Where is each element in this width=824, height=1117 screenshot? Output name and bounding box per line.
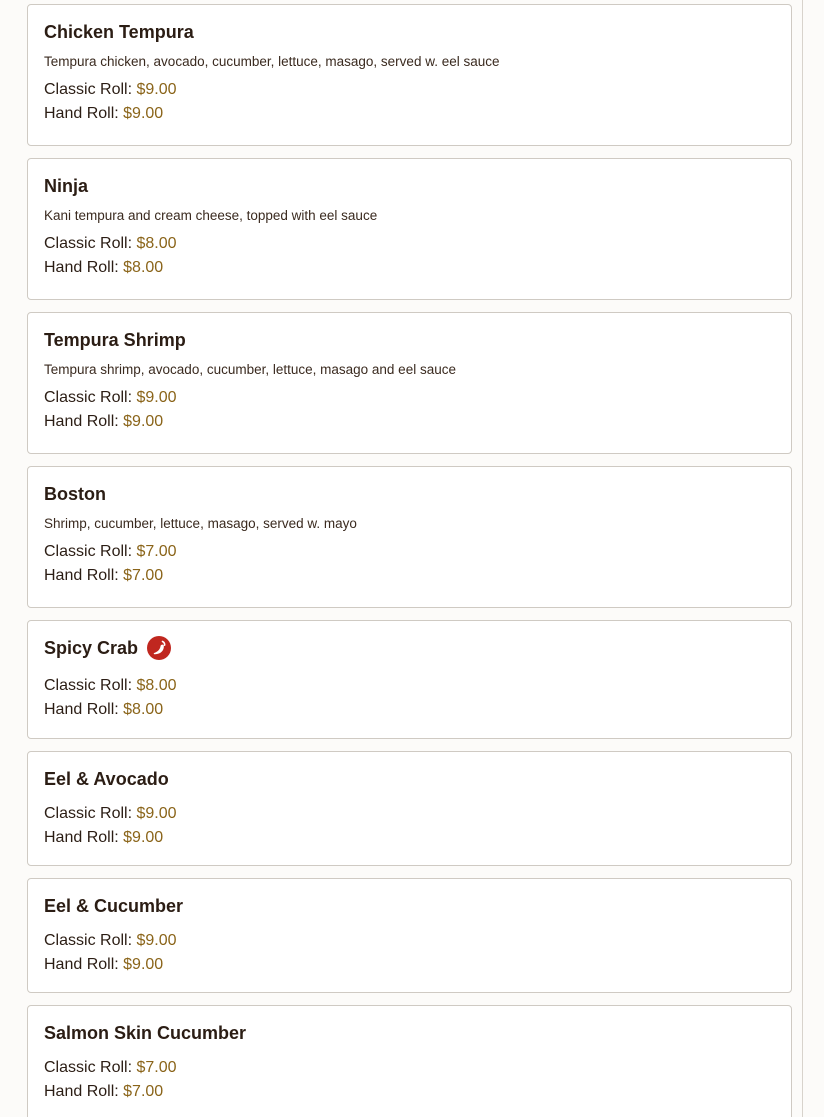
classic-roll-price-line	[44, 386, 775, 410]
chili-pepper-icon	[147, 636, 171, 660]
hand-roll-price-line	[44, 410, 775, 434]
hand-roll-label: Hand Roll:	[44, 1083, 124, 1100]
hand-roll-price-line	[44, 953, 775, 977]
classic-roll-label: Classic Roll:	[44, 389, 137, 406]
hand-roll-price-line	[44, 1080, 775, 1104]
classic-roll-label: Classic Roll:	[44, 1059, 137, 1076]
classic-roll-price: $9.00	[136, 389, 177, 406]
hand-roll-price: $7.00	[123, 1083, 164, 1100]
classic-roll-label: Classic Roll:	[44, 81, 137, 98]
classic-roll-label: Classic Roll:	[44, 543, 137, 560]
hand-roll-price: $9.00	[123, 105, 164, 122]
menu-item-name: Eel & Cucumber	[44, 896, 184, 916]
classic-roll-price: $9.00	[136, 81, 177, 98]
menu-item-name: Salmon Skin Cucumber	[44, 1023, 247, 1043]
classic-roll-price-line	[44, 1056, 775, 1080]
menu-item-name: Chicken Tempura	[44, 22, 194, 42]
hand-roll-label: Hand Roll:	[44, 259, 124, 276]
menu-item-name: Tempura Shrimp	[44, 330, 186, 350]
menu-item-card[interactable]	[27, 4, 792, 146]
menu-item-list	[27, 4, 792, 1117]
menu-item-prices	[44, 1056, 775, 1104]
menu-item-header	[44, 329, 775, 351]
menu-item-description: Tempura chicken, avocado, cucumber, lettuce, masago, served w. eel sauce	[44, 54, 500, 69]
hand-roll-label: Hand Roll:	[44, 956, 124, 973]
menu-item-header	[44, 637, 775, 659]
menu-item-card[interactable]	[27, 620, 792, 739]
menu-item-card[interactable]	[27, 158, 792, 300]
menu-item-card[interactable]	[27, 1005, 792, 1117]
classic-roll-label: Classic Roll:	[44, 932, 137, 949]
menu-item-header	[44, 175, 775, 197]
hand-roll-price-line	[44, 102, 775, 126]
menu-item-name: Ninja	[44, 176, 89, 196]
hand-roll-label: Hand Roll:	[44, 567, 124, 584]
hand-roll-price-line	[44, 698, 775, 722]
hand-roll-price: $8.00	[123, 701, 164, 718]
classic-roll-price-line	[44, 802, 775, 826]
menu-item-card[interactable]	[27, 878, 792, 993]
hand-roll-price: $9.00	[123, 956, 164, 973]
menu-item-description: Kani tempura and cream cheese, topped with eel sauce	[44, 208, 378, 223]
classic-roll-price: $8.00	[136, 235, 177, 252]
menu-item-description: Tempura shrimp, avocado, cucumber, lettuce, masago and eel sauce	[44, 362, 456, 377]
menu-item-header	[44, 21, 775, 43]
hand-roll-price-line	[44, 256, 775, 280]
classic-roll-price-line	[44, 540, 775, 564]
classic-roll-price: $7.00	[136, 1059, 177, 1076]
hand-roll-label: Hand Roll:	[44, 105, 124, 122]
classic-roll-price-line	[44, 232, 775, 256]
menu-item-prices	[44, 802, 775, 850]
classic-roll-label: Classic Roll:	[44, 235, 137, 252]
classic-roll-price-line	[44, 78, 775, 102]
classic-roll-label: Classic Roll:	[44, 805, 137, 822]
menu-item-prices	[44, 929, 775, 977]
scroll-divider	[802, 0, 803, 1117]
menu-item-prices	[44, 232, 775, 280]
hand-roll-label: Hand Roll:	[44, 829, 124, 846]
hand-roll-price: $9.00	[123, 413, 164, 430]
hand-roll-price-line	[44, 564, 775, 588]
hand-roll-price: $7.00	[123, 567, 164, 584]
menu-item-header	[44, 768, 775, 790]
menu-item-prices	[44, 78, 775, 126]
hand-roll-price: $8.00	[123, 259, 164, 276]
classic-roll-price-line	[44, 674, 775, 698]
menu-item-name: Eel & Avocado	[44, 769, 169, 789]
menu-item-prices	[44, 386, 775, 434]
hand-roll-price: $9.00	[123, 829, 164, 846]
menu-item-card[interactable]	[27, 466, 792, 608]
menu-item-description: Shrimp, cucumber, lettuce, masago, served w. mayo	[44, 516, 357, 531]
menu-item-card[interactable]	[27, 751, 792, 866]
classic-roll-price: $8.00	[136, 677, 177, 694]
classic-roll-price: $7.00	[136, 543, 177, 560]
menu-item-header	[44, 895, 775, 917]
menu-item-header	[44, 1022, 775, 1044]
classic-roll-price: $9.00	[136, 805, 177, 822]
classic-roll-price-line	[44, 929, 775, 953]
classic-roll-price: $9.00	[136, 932, 177, 949]
menu-item-card[interactable]	[27, 312, 792, 454]
menu-item-name: Spicy Crab	[44, 638, 139, 658]
menu-item-prices	[44, 674, 775, 722]
hand-roll-label: Hand Roll:	[44, 413, 124, 430]
menu-item-header	[44, 483, 775, 505]
hand-roll-label: Hand Roll:	[44, 701, 124, 718]
hand-roll-price-line	[44, 826, 775, 850]
menu-item-prices	[44, 540, 775, 588]
menu-item-name: Boston	[44, 484, 106, 504]
classic-roll-label: Classic Roll:	[44, 677, 137, 694]
